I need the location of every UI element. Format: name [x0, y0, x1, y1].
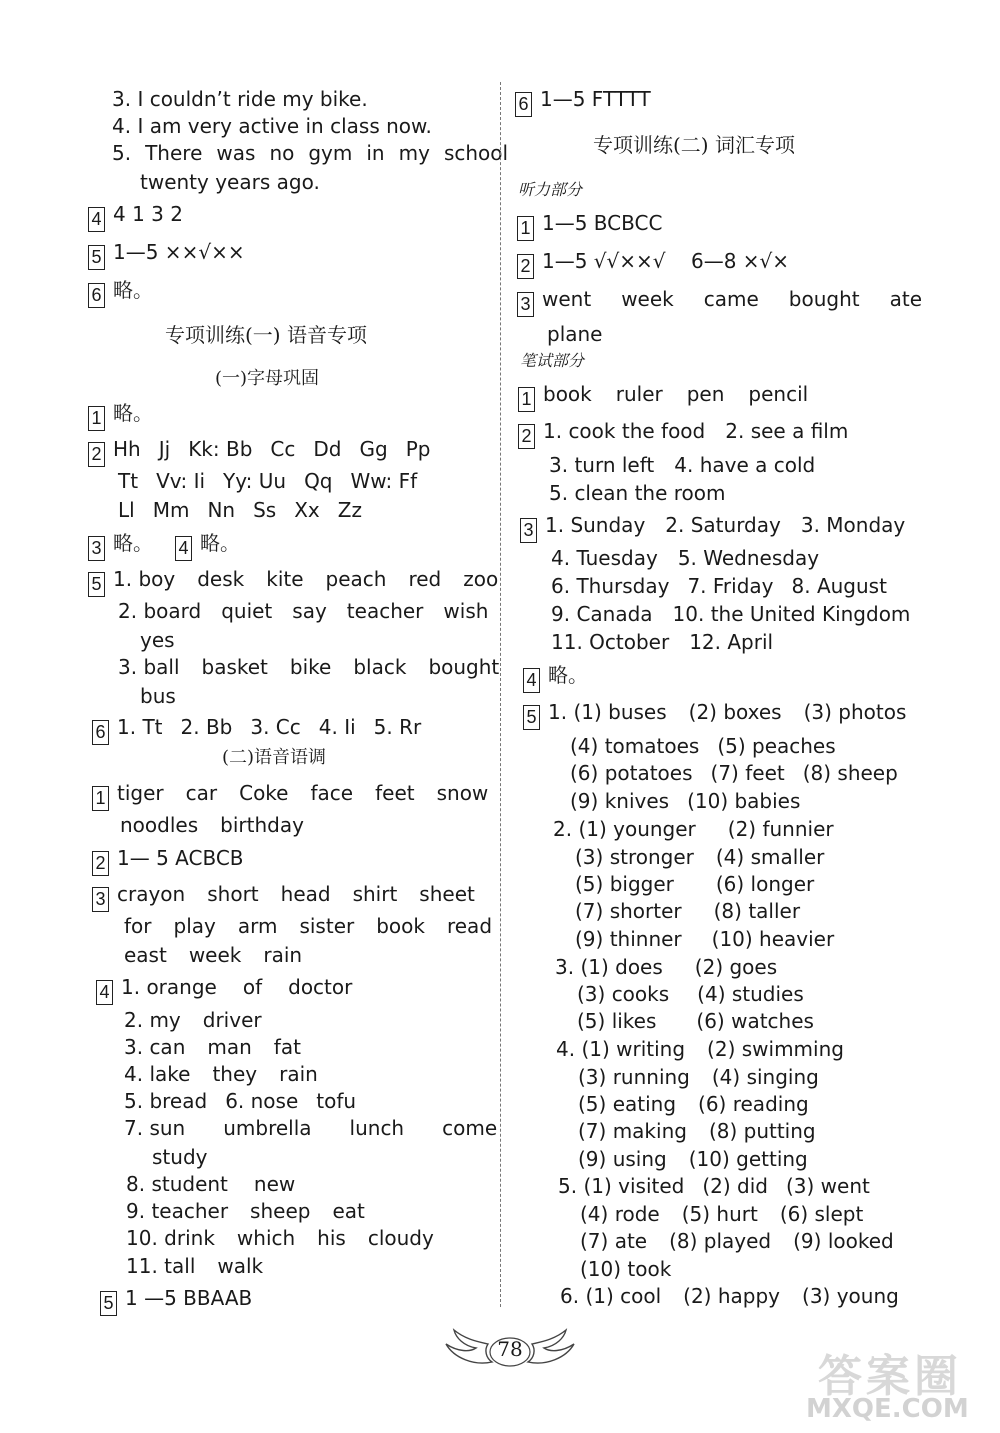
answer-text: 1—5 √√××√ 6—8 ×√× [542, 249, 790, 273]
answer-word: walk [217, 1254, 264, 1278]
answer-word: (3) young [802, 1284, 899, 1308]
answer-line [551, 629, 773, 655]
answer-word: which [236, 1226, 296, 1250]
answer-line [126, 1198, 365, 1224]
answer-word: shirt [352, 882, 398, 906]
answer-word: 12. April [689, 630, 774, 654]
question-number-box: 3 [88, 536, 105, 561]
answer-word: 10. the United Kingdom [672, 602, 911, 626]
answer-line [560, 1283, 899, 1309]
answer-line [549, 452, 815, 478]
answer-word: arm [237, 914, 278, 938]
question-5 [88, 239, 245, 270]
answer-text: 略。 [200, 531, 240, 555]
answer-word: kite [266, 567, 304, 591]
answer-text: 4 1 3 2 [113, 202, 183, 226]
answer-text: 略。 [113, 531, 153, 555]
answer-line [118, 468, 417, 494]
answer-text: 1 —5 BBAAB [125, 1286, 253, 1310]
answer-line [551, 601, 910, 627]
answer-line: bus [140, 684, 176, 708]
answer-word: 1. boy [113, 567, 176, 591]
answer-line [570, 760, 898, 786]
answer-word: ate [889, 287, 923, 311]
answer-word: (9) thinner [575, 927, 682, 951]
answer-word: 11. tall [126, 1254, 196, 1278]
answer-text: 1—5 FTTTT [540, 87, 651, 111]
answer-word: (6) slept [779, 1202, 864, 1226]
answer-line [578, 1091, 809, 1117]
answer-word: 3. can [124, 1035, 186, 1059]
answer-word: quiet [221, 599, 273, 623]
answer-word: Gg [359, 437, 388, 461]
answer-word: rain [279, 1062, 318, 1086]
answer-word: (9) using [578, 1147, 667, 1171]
answer-word: went [542, 287, 592, 311]
question-number-box: 4 [96, 980, 113, 1005]
answer-word: snow [436, 781, 489, 805]
answer-line [577, 1008, 814, 1034]
answer-word: 4. Tuesday [551, 546, 658, 570]
question-2 [518, 418, 848, 449]
answer-line [553, 816, 834, 842]
answer-line [124, 1061, 318, 1087]
answer-line [578, 1118, 816, 1144]
answer-line [126, 1225, 434, 1251]
answer-line [570, 733, 836, 759]
question-2 [88, 436, 430, 467]
answer-word: bike [289, 655, 332, 679]
answer-word: new [253, 1172, 296, 1196]
answer-word: 3. Cc [250, 715, 301, 739]
answer-word: 6. nose [225, 1089, 299, 1113]
answer-word: (7) making [578, 1119, 687, 1143]
section-label: 笔试部分 [520, 351, 585, 370]
answer-word: 10. drink [126, 1226, 215, 1250]
answer-word: peach [325, 567, 387, 591]
answer-word: noodles [120, 813, 199, 837]
answer-line [126, 1171, 295, 1197]
answer-word: car [185, 781, 218, 805]
answer-line: (10) took [580, 1257, 672, 1281]
question-number-box: 1 [92, 786, 109, 811]
answer-word: 1. Sunday [545, 513, 646, 537]
answer-line [118, 654, 499, 680]
answer-word: (4) studies [697, 982, 804, 1006]
answer-word: umbrella [223, 1116, 312, 1140]
answer-word: for [124, 914, 152, 938]
question-2 [517, 248, 789, 279]
question-3-4 [88, 530, 240, 561]
question-number-box: 6 [88, 283, 105, 308]
answer-line [551, 573, 887, 599]
answer-line [555, 954, 777, 980]
answer-line [124, 913, 492, 939]
question-6 [515, 86, 651, 117]
answer-word: Nn [207, 498, 236, 522]
answer-word: my [398, 141, 430, 165]
answer-word: east [124, 943, 167, 967]
answer-text: 略。 [113, 401, 153, 425]
column-divider [500, 82, 501, 1307]
answer-line [124, 942, 302, 968]
answer-word: (5) bigger [575, 872, 674, 896]
answer-word: 1. cook the food [543, 419, 706, 443]
question-number-box: 2 [92, 851, 109, 876]
page-number: 78 [497, 1337, 523, 1361]
answer-word: cloudy [367, 1226, 434, 1250]
answer-word: 7. Friday [687, 574, 774, 598]
answer-word: (9) looked [793, 1229, 894, 1253]
question-3 [520, 512, 905, 543]
answer-word: face [310, 781, 354, 805]
answer-word: (8) sheep [802, 761, 898, 785]
answer-line [120, 812, 304, 838]
answer-word: tofu [316, 1089, 357, 1113]
answer-word: 3. turn left [549, 453, 655, 477]
answer-word: 4. Ii [318, 715, 356, 739]
answer-word: birthday [220, 813, 304, 837]
answer-word: 8. August [791, 574, 887, 598]
question-1 [92, 780, 488, 811]
answer-word: sheep [250, 1199, 311, 1223]
answer-word: (6) potatoes [570, 761, 693, 785]
answer-line [578, 1146, 808, 1172]
answer-word: Zz [337, 498, 362, 522]
answer-line [580, 1228, 894, 1254]
watermark [798, 1340, 988, 1428]
answer-word: Dd [313, 437, 342, 461]
answer-word: 5. [112, 141, 132, 165]
answer-word: bought [788, 287, 860, 311]
answer-word: 11. October [551, 630, 670, 654]
question-number-box: 2 [518, 424, 535, 449]
answer-word: 3. ball [118, 655, 180, 679]
question-5 [100, 1285, 252, 1316]
answer-word: Ww: Ff [350, 469, 418, 493]
answer-word: There [145, 141, 203, 165]
answer-word: lunch [349, 1116, 405, 1140]
answer-word: (7) shorter [575, 899, 682, 923]
answer-text: 1—5 ××√×× [113, 240, 245, 264]
answer-word: feet [375, 781, 415, 805]
answer-line [575, 844, 824, 870]
answer-word: was [216, 141, 256, 165]
answer-word: (4) rode [580, 1202, 660, 1226]
answer-word: Vv: Ii [156, 469, 206, 493]
answer-word: week [188, 943, 242, 967]
answer-line: yes [140, 628, 175, 652]
answer-word: Qq [304, 469, 333, 493]
answer-word: read [446, 914, 493, 938]
answer-word: Ss [253, 498, 277, 522]
question-number-box: 1 [518, 387, 535, 412]
answer-word: wish [443, 599, 489, 623]
answer-word: (4) tomatoes [570, 734, 700, 758]
answer-word: 3. (1) does [555, 955, 663, 979]
question-1 [517, 210, 662, 241]
answer-word: 1. (1) buses [548, 700, 667, 724]
answer-word: pencil [748, 382, 809, 406]
answer-line [570, 788, 800, 814]
answer-word: Yy: Uu [223, 469, 287, 493]
watermark-logo: 答案圈 [818, 1351, 962, 1402]
answer-line [575, 926, 834, 952]
section-title: 专项训练(一) 语音专项 [165, 323, 367, 347]
answer-word: 1. orange [121, 975, 217, 999]
answer-word: Mm [152, 498, 190, 522]
answer-line [124, 1088, 356, 1114]
answer-line: twenty years ago. [140, 170, 320, 194]
question-number-box: 3 [517, 292, 534, 317]
answer-word: desk [197, 567, 245, 591]
answer-word: red [408, 567, 442, 591]
question-3 [517, 286, 922, 317]
answer-word: Kk: Bb [188, 437, 253, 461]
section-label: 听力部分 [518, 180, 583, 199]
question-number-box: 2 [517, 254, 534, 279]
answer-line: study [152, 1145, 208, 1169]
answer-word: 1. Tt [117, 715, 163, 739]
question-6 [92, 714, 421, 745]
answer-word: 2. board [118, 599, 202, 623]
question-number-box: 4 [88, 207, 105, 232]
answer-word: (8) played [669, 1229, 772, 1253]
answer-word: 9. teacher [126, 1199, 229, 1223]
question-1 [88, 400, 153, 431]
answer-word: (10) getting [688, 1147, 808, 1171]
subsection-title: (一)字母巩固 [215, 368, 320, 389]
answer-word: (6) reading [698, 1092, 809, 1116]
answer-word: zoo [463, 567, 499, 591]
answer-word: sheet [419, 882, 475, 906]
answer-word: no [269, 141, 295, 165]
answer-word: book [543, 382, 592, 406]
question-number-box: 3 [520, 518, 537, 543]
answer-line [575, 871, 814, 897]
answer-word: Tt [118, 469, 139, 493]
question-number-box: 1 [88, 406, 105, 431]
answer-line [126, 1253, 263, 1279]
answer-word: 5. Rr [373, 715, 422, 739]
answer-word: 3. Monday [800, 513, 906, 537]
answer-word: driver [202, 1008, 262, 1032]
answer-line [551, 545, 819, 571]
answer-word: 5. (1) visited [558, 1174, 685, 1198]
answer-line [118, 497, 362, 523]
answer-word: play [173, 914, 216, 938]
answer-word: 9. Canada [551, 602, 653, 626]
answer-word: (5) peaches [717, 734, 836, 758]
answer-word: they [212, 1062, 258, 1086]
question-number-box: 5 [88, 245, 105, 270]
answer-word: book [376, 914, 425, 938]
answer-word: (8) putting [708, 1119, 816, 1143]
watermark-url: MXQE.COM [806, 1394, 969, 1424]
answer-line: 3. I couldn’t ride my bike. [112, 87, 368, 111]
answer-word: 2. my [124, 1008, 181, 1032]
answer-line [124, 1115, 497, 1141]
answer-word: 7. sun [124, 1116, 186, 1140]
answer-word: man [207, 1035, 252, 1059]
answer-word: rain [263, 943, 303, 967]
answer-word: pen [686, 382, 725, 406]
answer-word: 4. have a cold [674, 453, 816, 477]
answer-line: 4. I am very active in class now. [112, 114, 432, 138]
answer-word: came [703, 287, 759, 311]
answer-line [124, 1007, 262, 1033]
answer-word: (2) boxes [688, 700, 782, 724]
answer-word: (5) eating [578, 1092, 677, 1116]
answer-word: (3) running [578, 1065, 690, 1089]
answer-word: gym [308, 141, 353, 165]
answer-word: teacher [346, 599, 424, 623]
answer-line [578, 1064, 819, 1090]
answer-line [577, 981, 804, 1007]
answer-line: 5. clean the room [549, 481, 726, 505]
answer-line: plane [547, 322, 603, 346]
answer-word: Pp [405, 437, 431, 461]
question-2 [92, 845, 244, 876]
answer-word: (6) watches [696, 1009, 814, 1033]
answer-word: black [353, 655, 407, 679]
answer-word: (3) photos [803, 700, 907, 724]
answer-word: (3) went [785, 1174, 870, 1198]
answer-word: 2. Bb [180, 715, 233, 739]
page-footer [440, 1322, 580, 1378]
answer-line [118, 598, 488, 624]
subsection-title: (二)语音语调 [222, 747, 327, 768]
answer-word: sister [299, 914, 355, 938]
answer-word: come [442, 1116, 498, 1140]
answer-word: short [207, 882, 259, 906]
answer-word: 6. Thursday [551, 574, 670, 598]
section-title: 专项训练(二) 词汇专项 [593, 133, 795, 157]
question-5 [88, 566, 498, 597]
answer-word: Cc [270, 437, 296, 461]
answer-word: (2) funnier [727, 817, 834, 841]
question-number-box: 5 [100, 1291, 117, 1316]
answer-word: (10) babies [687, 789, 801, 813]
answer-word: bought [428, 655, 500, 679]
answer-word: (2) did [702, 1174, 768, 1198]
answer-word: his [317, 1226, 346, 1250]
answer-word: doctor [288, 975, 353, 999]
question-4 [523, 662, 588, 693]
question-1 [518, 381, 808, 412]
answer-word: (5) hurt [681, 1202, 758, 1226]
answer-word: of [242, 975, 263, 999]
question-4 [96, 974, 352, 1005]
answer-word: 2. Saturday [665, 513, 781, 537]
question-3 [92, 881, 475, 912]
answer-word: 5. bread [124, 1089, 208, 1113]
answer-line [124, 1034, 301, 1060]
answer-word: crayon [117, 882, 186, 906]
question-number-box: 3 [92, 887, 109, 912]
answer-word: school [443, 141, 509, 165]
answer-word: head [280, 882, 331, 906]
answer-word: (7) ate [580, 1229, 648, 1253]
answer-word: (5) likes [577, 1009, 657, 1033]
answer-line [575, 898, 800, 924]
question-number-box: 2 [88, 442, 105, 467]
answer-word: (4) smaller [715, 845, 825, 869]
answer-word: Coke [239, 781, 289, 805]
answer-word: basket [201, 655, 268, 679]
answer-word: 4. lake [124, 1062, 191, 1086]
answer-word: (4) singing [711, 1065, 819, 1089]
answer-word: (2) swimming [707, 1037, 844, 1061]
answer-word: (2) goes [694, 955, 778, 979]
answer-word: fat [273, 1035, 301, 1059]
answer-line [556, 1036, 844, 1062]
answer-text: 略。 [548, 663, 588, 687]
answer-line [558, 1173, 870, 1199]
answer-word: (7) feet [710, 761, 785, 785]
answer-word: 5. Wednesday [677, 546, 820, 570]
question-number-box: 6 [515, 92, 532, 117]
answer-line [112, 140, 508, 166]
answer-word: Hh [113, 437, 141, 461]
answer-text: 1—5 BCBCC [542, 211, 663, 235]
answer-word: (9) knives [570, 789, 670, 813]
question-6 [88, 277, 153, 308]
answer-word: 6. (1) cool [560, 1284, 662, 1308]
answer-word: (10) heavier [711, 927, 835, 951]
question-number-box: 4 [175, 536, 192, 561]
answer-word: eat [332, 1199, 365, 1223]
answer-word: Ll [118, 498, 135, 522]
answer-text: 略。 [113, 278, 153, 302]
answer-word: Xx [294, 498, 320, 522]
answer-word: ruler [615, 382, 663, 406]
answer-word: week [621, 287, 674, 311]
answer-word: in [366, 141, 385, 165]
answer-word: (8) taller [713, 899, 801, 923]
answer-word: (6) longer [715, 872, 815, 896]
question-number-box: 1 [517, 216, 534, 241]
question-number-box: 5 [88, 572, 105, 597]
answer-word: 4. (1) writing [556, 1037, 686, 1061]
answer-line [580, 1201, 863, 1227]
answer-word: (3) stronger [575, 845, 694, 869]
question-number-box: 4 [523, 668, 540, 693]
answer-word: 2. see a film [725, 419, 849, 443]
answer-word: say [292, 599, 327, 623]
question-5 [523, 699, 906, 730]
answer-text: 1— 5 ACBCB [117, 846, 244, 870]
question-4 [88, 201, 183, 232]
answer-word: 2. (1) younger [553, 817, 696, 841]
answer-word: tiger [117, 781, 164, 805]
answer-word: (2) happy [683, 1284, 781, 1308]
answer-word: 8. student [126, 1172, 228, 1196]
question-number-box: 5 [523, 705, 540, 730]
question-number-box: 6 [92, 720, 109, 745]
answer-word: Jj [158, 437, 171, 461]
answer-word: (3) cooks [577, 982, 670, 1006]
